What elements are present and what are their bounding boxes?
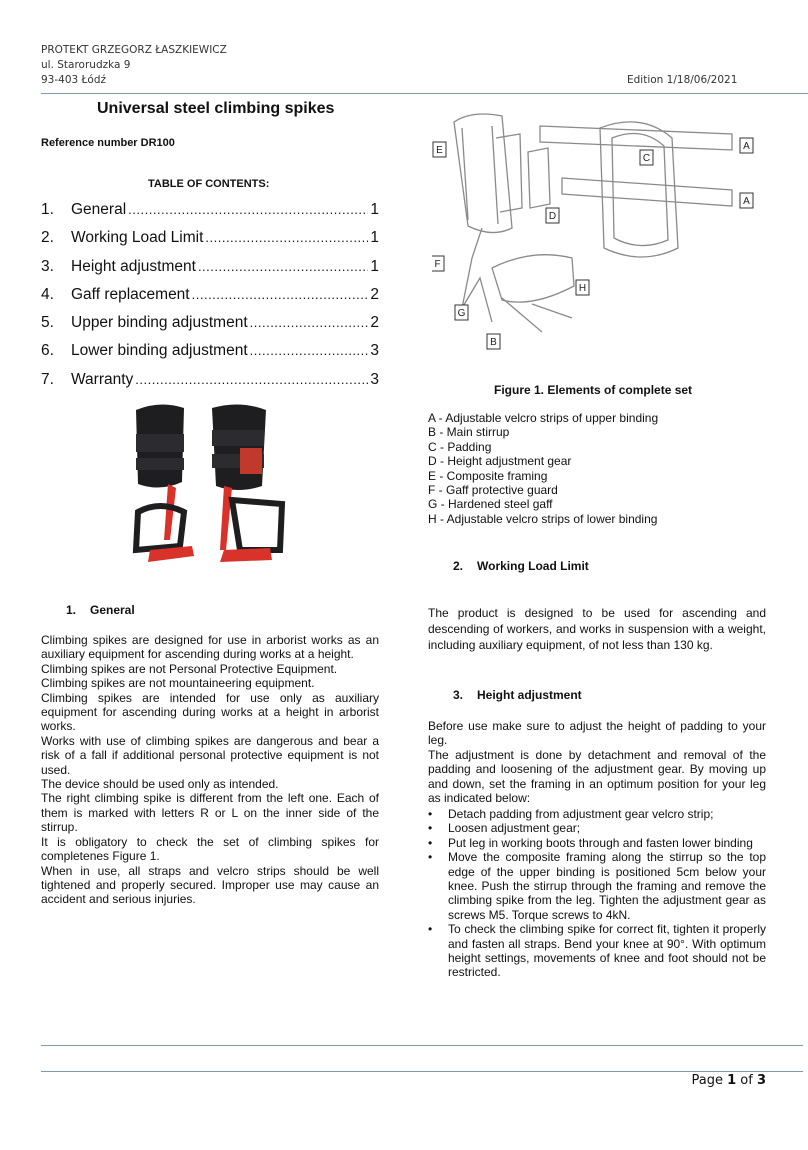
toc-label: Warranty	[71, 370, 134, 388]
toc-label: Gaff replacement	[71, 285, 190, 303]
legend-item: A - Adjustable velcro strips of upper binding	[428, 411, 659, 425]
section-2-heading	[453, 559, 589, 573]
figure-caption: Figure 1. Elements of complete set	[494, 383, 693, 397]
toc-number: 2.	[41, 229, 54, 247]
section-1-body	[41, 633, 379, 907]
toc-leader	[205, 229, 368, 247]
section-number: 1.	[66, 603, 77, 617]
toc-page: 3	[370, 370, 379, 388]
toc-number: 5.	[41, 314, 54, 332]
bullet-icon: •	[428, 922, 433, 937]
section-title: Height adjustment	[477, 688, 582, 702]
paragraph: The adjustment is done by detachment and removal of the padding and loosening of the adjustment gear. By moving up and down, set the framing in an optimum position for your leg as indicated below:	[428, 747, 766, 806]
toc-page: 1	[370, 229, 379, 247]
figure-diagram	[432, 108, 762, 358]
diagram-label-b: B	[490, 337, 497, 348]
paragraph: Climbing spikes are not Personal Protective Equipment.	[41, 661, 338, 676]
page-number: Page 1 of 3	[691, 1073, 766, 1088]
legend-item: B - Main stirrup	[428, 425, 510, 440]
diagram-label-e: E	[436, 145, 443, 156]
toc-leader	[128, 201, 368, 219]
legend-item: E - Composite framing	[428, 468, 548, 483]
paragraph: The product is designed to be used for ascending and descending of workers, and works in suspension with a weight, including auxiliary equipment, of not less than 130 kg.	[428, 606, 766, 652]
section-number: 3.	[453, 688, 464, 702]
diagram-label-a: A	[743, 196, 750, 207]
legend-item: H - Adjustable velcro strips of lower binding	[428, 511, 658, 526]
toc-entry[interactable]	[41, 201, 379, 229]
diagram-label-a: A	[743, 141, 750, 152]
toc-entry[interactable]	[41, 286, 379, 314]
product-photo	[120, 400, 300, 575]
toc-page: 2	[370, 314, 379, 332]
table-of-contents	[41, 201, 379, 399]
toc-number: 4.	[41, 285, 54, 303]
toc-number: 3.	[41, 257, 54, 275]
section-3-bullets	[428, 807, 766, 980]
paragraph: Works with use of climbing spikes are dangerous and bear a risk of a fall if additional personal protective equipment is not used.	[41, 733, 379, 777]
toc-label: Working Load Limit	[71, 229, 204, 247]
toc-leader	[198, 258, 368, 276]
paragraph: The device should be used only as intended.	[41, 777, 279, 792]
section-2-body	[428, 605, 766, 653]
toc-leader	[192, 286, 369, 304]
paragraph: Before use make sure to adjust the height of padding to your leg.	[428, 719, 766, 748]
toc-number: 7.	[41, 370, 54, 388]
diagram-label-h: H	[578, 283, 587, 294]
toc-page: 2	[370, 285, 379, 303]
list-item: • Put leg in working boots through and fasten lower binding	[428, 835, 753, 850]
bullet-icon: •	[428, 850, 433, 865]
diagram-label-g: G	[457, 308, 466, 319]
paragraph: The right climbing spike is different from the left one. Each of them is marked with letters R or L on the inner side of the stirrup.	[41, 791, 379, 835]
section-number: 2.	[453, 559, 464, 573]
toc-number: 1.	[41, 201, 54, 218]
legend-item: C - Padding	[428, 439, 492, 454]
toc-page: 3	[370, 342, 379, 360]
section-3-body	[428, 719, 766, 805]
header-rule	[41, 93, 808, 94]
toc-page: 1	[370, 257, 379, 275]
list-item: • Move the composite framing along the stirrup so the top edge of the upper binding is positioned 5cm below your knee. Push the stirrup through the framing and remove the climbing spike from the leg. Tighten the adjustment gear as screws M5. Torque screws to 4kN.	[428, 850, 766, 922]
bullet-icon: •	[428, 807, 433, 821]
toc-entry[interactable]	[41, 314, 379, 342]
section-title: General	[90, 603, 135, 617]
section-1-heading	[66, 603, 135, 617]
toc-entry[interactable]	[41, 371, 379, 399]
list-item: • To check the climbing spike for correct fit, tighten it properly and fasten all straps. Bend your knee at 90°. With optimum height settings, movements of knee and foot should not be restricted.	[428, 922, 766, 980]
toc-entry[interactable]	[41, 229, 379, 257]
toc-page: 1	[370, 201, 379, 218]
legend-item: F - Gaff protective guard	[428, 483, 558, 498]
legend-item: G - Hardened steel gaff	[428, 497, 553, 512]
list-item: • Loosen adjustment gear;	[428, 821, 581, 836]
toc-leader	[250, 314, 369, 332]
toc-label: General	[71, 201, 127, 218]
footer-rule	[41, 1045, 803, 1046]
edition-label: Edition 1/18/06/2021	[627, 74, 738, 86]
paragraph: Climbing spikes are designed for use in arborist works as an auxiliary equipment for ascending during works at a height.	[41, 633, 379, 662]
section-title: Working Load Limit	[477, 559, 589, 573]
figure-legend	[428, 411, 658, 526]
company-street: ul. Starorudzka 9	[41, 59, 131, 71]
section-3-heading	[453, 688, 582, 702]
diagram-label-f: F	[434, 259, 441, 270]
diagram-label-c: C	[642, 153, 651, 164]
toc-label: Height adjustment	[71, 257, 196, 275]
paragraph: Climbing spikes are not mountaineering equipment.	[41, 676, 315, 691]
document-title: Universal steel climbing spikes	[97, 100, 335, 117]
company-city: 93-403 Łódź	[41, 74, 107, 86]
toc-heading: TABLE OF CONTENTS:	[148, 178, 270, 190]
bullet-icon: •	[428, 835, 433, 850]
legend-item: D - Height adjustment gear	[428, 454, 572, 469]
toc-number: 6.	[41, 342, 54, 360]
toc-leader	[135, 371, 368, 389]
toc-label: Upper binding adjustment	[71, 314, 248, 332]
footer-rule	[41, 1071, 803, 1072]
company-name: PROTEKT GRZEGORZ ŁASZKIEWICZ	[41, 44, 227, 56]
toc-leader	[250, 342, 369, 360]
paragraph: When in use, all straps and velcro strips should be well tightened and properly secured. Improper use may cause an accident and serious injuries.	[41, 863, 379, 907]
toc-entry[interactable]	[41, 342, 379, 370]
toc-entry[interactable]	[41, 258, 379, 286]
list-item: • Detach padding from adjustment gear velcro strip;	[428, 807, 714, 821]
bullet-icon: •	[428, 821, 433, 836]
diagram-label-d: D	[548, 211, 557, 222]
toc-label: Lower binding adjustment	[71, 342, 248, 360]
paragraph: Climbing spikes are intended for use only as auxiliary equipment for ascending during works at a height in arborist works.	[41, 690, 379, 734]
reference-number: Reference number DR100	[41, 137, 175, 149]
paragraph: It is obligatory to check the set of climbing spikes for completenes Figure 1.	[41, 834, 379, 864]
